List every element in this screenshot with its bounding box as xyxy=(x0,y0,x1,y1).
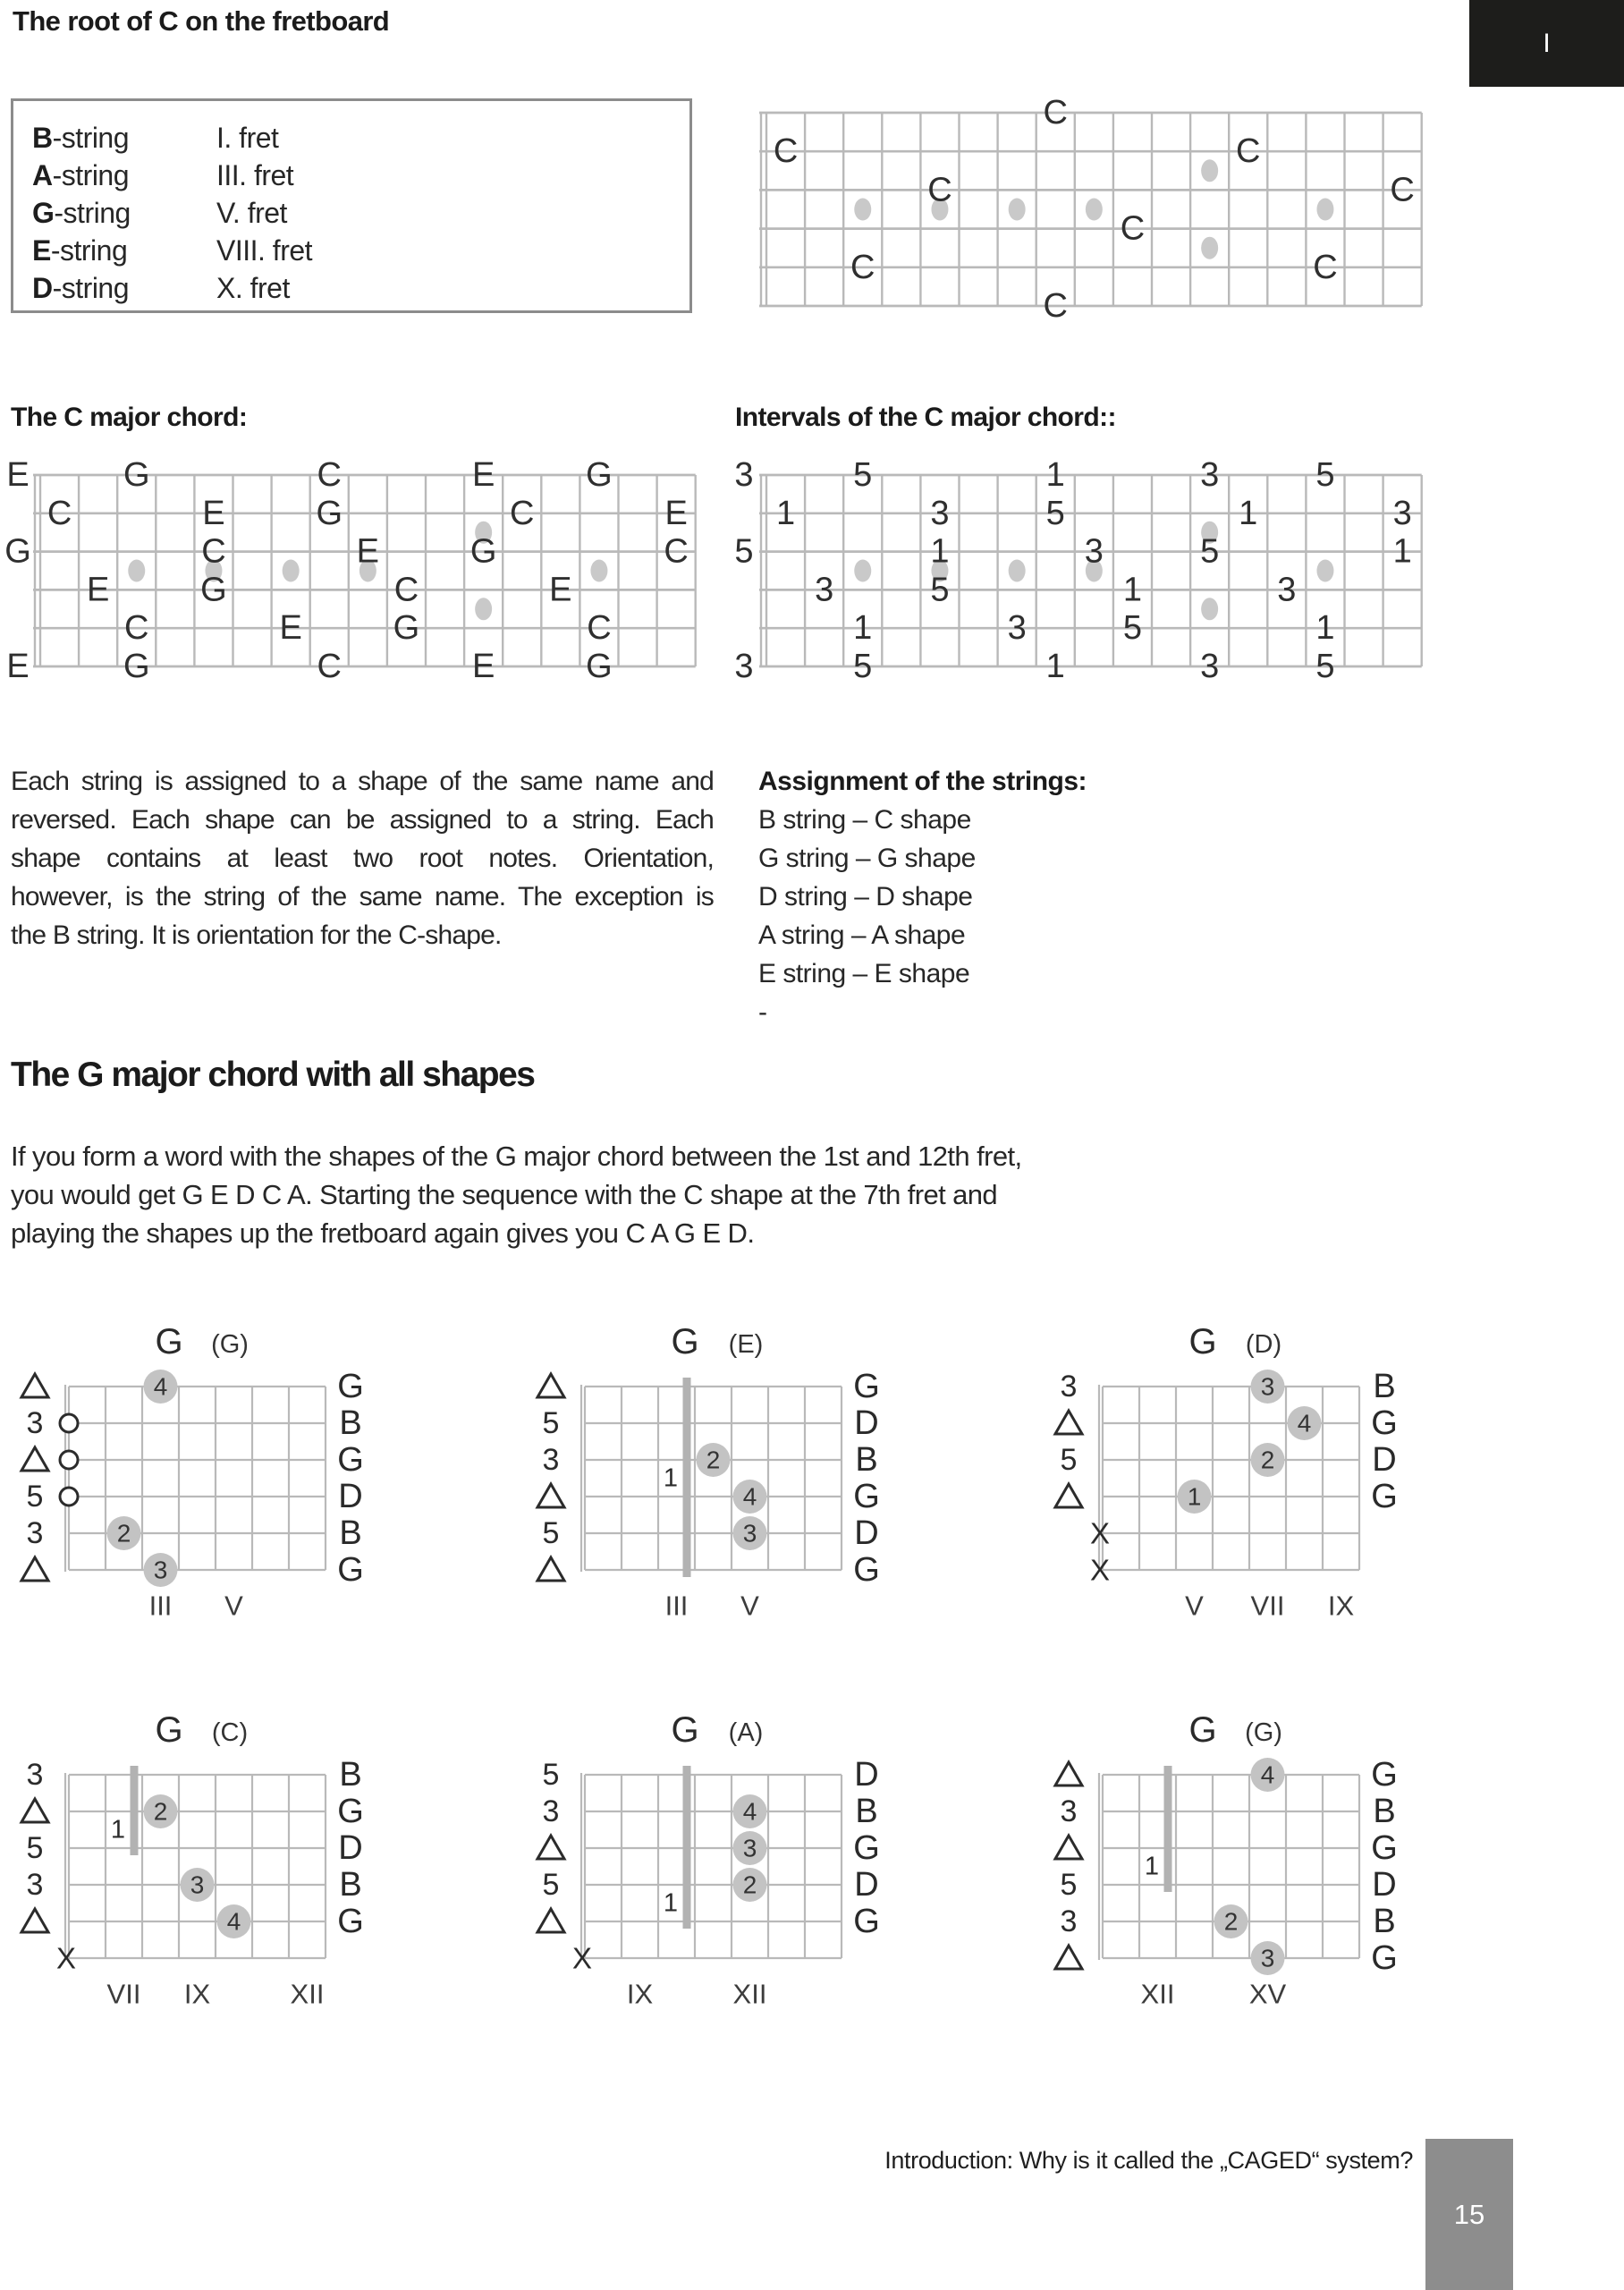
fret-marker-dot xyxy=(590,560,607,582)
assignment-title: Assignment of the strings: xyxy=(758,767,1087,796)
note-label: E xyxy=(664,494,688,532)
interval-label: 3 xyxy=(26,1868,44,1902)
barre-bar xyxy=(131,1766,139,1855)
interval-label: 3 xyxy=(26,1406,44,1440)
string-note-label: D xyxy=(1372,1866,1397,1904)
chord-diagram-g-over-a-shape xyxy=(537,1710,880,2010)
root-triangle-marker xyxy=(21,1799,48,1822)
note-label: C xyxy=(1043,287,1068,325)
interval-label: 5 xyxy=(26,1480,44,1514)
note-label: C xyxy=(1390,171,1415,209)
string-note-label: G xyxy=(853,1903,880,1940)
fret-roman: III. fret xyxy=(216,159,294,191)
string-note-label: D xyxy=(854,1756,879,1794)
root-triangle-marker xyxy=(537,1484,564,1507)
note-label: E xyxy=(471,648,495,685)
interval-label: 5 xyxy=(542,1406,560,1440)
note-label: C xyxy=(317,648,342,685)
barre-finger-label: 1 xyxy=(110,1815,126,1845)
chord-shape-label: (D) xyxy=(1245,1330,1282,1359)
finger-number: 4 xyxy=(153,1372,168,1401)
chord-shape-label: (G) xyxy=(1245,1718,1282,1747)
fret-number-label: IX xyxy=(626,1978,654,2010)
interval-label: 5 xyxy=(1060,1868,1078,1902)
root-triangle-marker xyxy=(21,1374,48,1397)
string-note-label: D xyxy=(338,1829,363,1867)
paragraph-line: the B string. It is orientation for the C-shape. xyxy=(11,920,502,950)
note-label: 3 xyxy=(1200,648,1220,685)
string-note-label: B xyxy=(1373,1903,1396,1940)
string-name: E-string xyxy=(32,234,128,267)
chord-name: G xyxy=(671,1710,699,1750)
note-label: 1 xyxy=(1122,571,1143,609)
interval-label: 3 xyxy=(1060,1370,1078,1404)
fret-marker-dot xyxy=(283,560,300,582)
string-note-label: B xyxy=(1373,1368,1396,1405)
finger-number: 3 xyxy=(742,1519,757,1548)
finger-number: 3 xyxy=(1260,1372,1275,1401)
note-label: C xyxy=(1313,248,1338,286)
chord-name: G xyxy=(155,1710,183,1750)
assignment-item: B string – C shape xyxy=(758,805,971,835)
note-label: 3 xyxy=(1200,456,1220,494)
string-note-label: G xyxy=(853,1551,880,1589)
fret-number-label: VII xyxy=(1250,1590,1285,1622)
root-triangle-marker xyxy=(21,1909,48,1932)
string-note-label: D xyxy=(854,1514,879,1552)
chord-shape-label: (C) xyxy=(211,1718,249,1747)
finger-number: 3 xyxy=(153,1556,168,1584)
interval-label: 5 xyxy=(26,1831,44,1865)
fret-marker-dot xyxy=(854,560,871,582)
muted-string-mark: X xyxy=(571,1941,593,1975)
note-label: E xyxy=(6,648,30,685)
chord-diagram-g-over-e-shape xyxy=(537,1322,880,1622)
fret-marker-dot xyxy=(1201,237,1218,259)
note-label: 1 xyxy=(930,532,950,571)
fret-marker-dot xyxy=(1201,159,1218,182)
page-title: The root of C on the fretboard xyxy=(13,5,390,37)
footer-caption: Introduction: Why is it called the „CAGED“ system? xyxy=(884,2147,1413,2174)
note-label: C xyxy=(124,609,149,648)
note-label: 5 xyxy=(1315,648,1335,685)
fret-marker-dot xyxy=(1086,199,1103,221)
note-label: C xyxy=(201,532,226,571)
finger-number: 2 xyxy=(1223,1907,1239,1936)
chord-diagram-g-over-c-shape xyxy=(21,1710,364,2010)
note-label: 5 xyxy=(1315,456,1335,494)
note-label: C xyxy=(850,248,875,286)
note-label: G xyxy=(469,532,497,571)
note-label: 1 xyxy=(1239,494,1258,532)
string-note-label: D xyxy=(854,1404,879,1442)
root-triangle-marker xyxy=(537,1836,564,1859)
fret-number-label: V xyxy=(224,1590,243,1622)
note-label: G xyxy=(316,494,343,532)
finger-number: 4 xyxy=(1297,1409,1312,1438)
root-triangle-marker xyxy=(1055,1484,1082,1507)
note-label: C xyxy=(664,532,689,571)
root-triangle-marker xyxy=(537,1374,564,1397)
chord-shape-label: (E) xyxy=(728,1330,764,1359)
chapter-tab-label: I xyxy=(1543,28,1551,58)
muted-string-mark: X xyxy=(1089,1516,1111,1550)
root-c-fretboard xyxy=(759,94,1422,325)
finger-number: 3 xyxy=(190,1870,205,1899)
note-label: 5 xyxy=(1045,494,1065,532)
note-label: C xyxy=(773,132,799,171)
note-label: 1 xyxy=(775,494,796,532)
string-note-label: B xyxy=(855,1793,878,1830)
note-label: 1 xyxy=(853,609,873,648)
note-label: E xyxy=(356,532,380,571)
string-note-label: G xyxy=(337,1903,364,1940)
finger-number: 2 xyxy=(706,1446,721,1474)
string-note-label: G xyxy=(853,1368,880,1405)
page-number: 15 xyxy=(1453,2198,1485,2230)
interval-label: 5 xyxy=(1060,1443,1078,1477)
interval-label: 5 xyxy=(542,1758,560,1792)
string-note-label: B xyxy=(339,1404,362,1442)
interval-label: 3 xyxy=(542,1794,560,1828)
fret-number-label: V xyxy=(740,1590,759,1622)
barre-bar xyxy=(1164,1766,1172,1892)
fret-number-label: III xyxy=(664,1590,689,1622)
note-label: 3 xyxy=(1007,609,1027,648)
paragraph-line: shape contains at least two root notes. Orientation, xyxy=(11,844,714,873)
note-label: C xyxy=(510,494,535,532)
fret-marker-dot xyxy=(1201,598,1218,620)
note-label: C xyxy=(1236,132,1261,171)
note-label: E xyxy=(549,571,572,609)
intervals-title: Intervals of the C major chord:: xyxy=(735,403,1116,432)
fret-number-label: IX xyxy=(1327,1590,1355,1622)
note-label: G xyxy=(123,648,150,685)
string-note-label: B xyxy=(339,1756,362,1794)
finger-number: 2 xyxy=(742,1870,757,1899)
string-note-label: D xyxy=(854,1866,879,1904)
barre-bar xyxy=(683,1766,691,1929)
fret-number-label: IX xyxy=(183,1978,211,2010)
fret-number-label: XII xyxy=(290,1978,325,2010)
paragraph-line: you would get G E D C A. Starting the sequence with the C shape at the 7th fret and xyxy=(11,1179,998,1210)
note-label: E xyxy=(279,609,302,648)
paragraph-line: reversed. Each shape can be assigned to a string. Each xyxy=(11,805,714,835)
note-label: 3 xyxy=(1277,571,1297,609)
fret-roman: I. fret xyxy=(216,122,279,154)
fret-marker-dot xyxy=(1009,199,1026,221)
string-note-label: B xyxy=(339,1866,362,1904)
string-note-label: G xyxy=(1371,1404,1398,1442)
note-label: E xyxy=(86,571,110,609)
chord-diagram-g-over-d-shape xyxy=(1055,1322,1398,1622)
string-note-label: G xyxy=(1371,1939,1398,1977)
finger-number: 4 xyxy=(742,1482,757,1511)
root-triangle-marker xyxy=(1055,1411,1082,1434)
finger-number: 4 xyxy=(1260,1760,1275,1789)
muted-string-mark: X xyxy=(1089,1553,1111,1587)
note-label: C xyxy=(47,494,72,532)
note-label: 1 xyxy=(1045,648,1065,685)
interval-label: 3 xyxy=(1060,1794,1078,1828)
paragraph-line: however, is the string of the same name. The exception is xyxy=(11,882,714,912)
root-triangle-marker xyxy=(1055,1946,1082,1969)
fret-roman: VIII. fret xyxy=(216,234,313,267)
note-label: 5 xyxy=(1200,532,1220,571)
barre-bar xyxy=(683,1378,691,1577)
note-label: G xyxy=(123,456,150,494)
interval-label: 3 xyxy=(1060,1904,1078,1938)
c-major-chord-title: The C major chord: xyxy=(11,403,248,432)
interval-label: 3 xyxy=(542,1443,560,1477)
note-label: C xyxy=(317,456,342,494)
chord-name: G xyxy=(1188,1322,1217,1361)
note-label: 5 xyxy=(853,456,873,494)
finger-number: 4 xyxy=(226,1907,241,1936)
chord-name: G xyxy=(671,1322,699,1361)
finger-number: 1 xyxy=(1187,1482,1202,1511)
string-note-label: B xyxy=(339,1514,362,1552)
intervals-fretboard xyxy=(734,456,1421,685)
string-note-label: D xyxy=(338,1478,363,1515)
note-label: E xyxy=(471,456,495,494)
note-label: C xyxy=(927,171,952,209)
chord-diagram-g-over-g-shape-12 xyxy=(1055,1710,1398,2010)
finger-number: 4 xyxy=(742,1797,757,1826)
note-label: 1 xyxy=(1392,532,1412,571)
paragraph-line: Each string is assigned to a shape of the same name and xyxy=(11,767,714,796)
assignment-item: D string – D shape xyxy=(758,882,973,912)
muted-string-mark: X xyxy=(55,1941,77,1975)
string-note-label: G xyxy=(1371,1829,1398,1867)
finger-number: 2 xyxy=(153,1797,168,1826)
string-note-label: D xyxy=(1372,1441,1397,1479)
string-name: G-string xyxy=(32,197,131,229)
fret-marker-dot xyxy=(854,199,871,221)
string-note-label: G xyxy=(1371,1756,1398,1794)
root-triangle-marker xyxy=(537,1909,564,1932)
fret-number-label: XII xyxy=(1140,1978,1175,2010)
note-label: G xyxy=(586,648,613,685)
fret-marker-dot xyxy=(128,560,145,582)
assignment-item: E string – E shape xyxy=(758,959,970,988)
barre-finger-label: 1 xyxy=(663,1463,679,1493)
root-triangle-marker xyxy=(1055,1836,1082,1859)
interval-label: 5 xyxy=(542,1868,560,1902)
string-note-label: G xyxy=(337,1551,364,1589)
root-triangle-marker xyxy=(21,1447,48,1471)
fret-number-label: XII xyxy=(732,1978,767,2010)
fret-marker-dot xyxy=(1316,199,1333,221)
note-label: 5 xyxy=(853,648,873,685)
assignment-item: - xyxy=(758,997,767,1027)
fret-number-label: V xyxy=(1185,1590,1204,1622)
note-label: G xyxy=(393,609,420,648)
note-label: G xyxy=(4,532,31,571)
g-major-section-heading: The G major chord with all shapes xyxy=(11,1056,535,1094)
string-note-label: G xyxy=(1371,1478,1398,1515)
note-label: 3 xyxy=(1392,494,1412,532)
interval-label: 3 xyxy=(26,1758,44,1792)
string-note-label: G xyxy=(337,1441,364,1479)
chord-shape-label: (G) xyxy=(211,1330,249,1359)
string-note-label: G xyxy=(337,1793,364,1830)
assignment-item: A string – A shape xyxy=(758,920,966,950)
note-label: G xyxy=(586,456,613,494)
open-string-mark xyxy=(60,1414,78,1432)
interval-label: 3 xyxy=(26,1516,44,1550)
fret-marker-dot xyxy=(1316,560,1333,582)
string-note-label: B xyxy=(855,1441,878,1479)
paragraph-line: If you form a word with the shapes of the G major chord between the 1st and 12th fret, xyxy=(11,1141,1022,1172)
note-label: 5 xyxy=(930,571,950,609)
note-label: E xyxy=(6,456,30,494)
note-label: 1 xyxy=(1315,609,1335,648)
root-triangle-marker xyxy=(21,1557,48,1581)
chord-name: G xyxy=(1188,1710,1217,1750)
open-string-mark xyxy=(60,1451,78,1469)
c-major-chord-fretboard xyxy=(4,456,695,685)
string-note-label: B xyxy=(1373,1793,1396,1830)
assignment-item: G string – G shape xyxy=(758,844,976,873)
fret-number-label: III xyxy=(148,1590,173,1622)
note-label: C xyxy=(1043,94,1068,131)
interval-label: 5 xyxy=(542,1516,560,1550)
note-label: C xyxy=(587,609,612,648)
note-label: C xyxy=(393,571,419,609)
chord-diagram-g-over-g-shape xyxy=(21,1322,364,1622)
chord-name: G xyxy=(155,1322,183,1361)
note-label: 3 xyxy=(734,648,754,685)
chord-shape-label: (A) xyxy=(728,1718,764,1747)
finger-number: 3 xyxy=(1260,1944,1275,1972)
string-name: D-string xyxy=(32,272,130,304)
barre-finger-label: 1 xyxy=(1144,1852,1160,1881)
string-name: A-string xyxy=(32,159,130,191)
note-label: 3 xyxy=(815,571,834,609)
note-label: E xyxy=(202,494,225,532)
root-triangle-marker xyxy=(1055,1762,1082,1785)
finger-number: 2 xyxy=(116,1519,131,1548)
paragraph-line: playing the shapes up the fretboard again gives you C A G E D. xyxy=(11,1217,755,1249)
note-label: 3 xyxy=(734,456,754,494)
fret-marker-dot xyxy=(1009,560,1026,582)
note-label: G xyxy=(200,571,227,609)
note-label: 3 xyxy=(930,494,950,532)
note-label: 3 xyxy=(1084,532,1104,571)
note-label: 5 xyxy=(1122,609,1143,648)
barre-finger-label: 1 xyxy=(663,1888,679,1918)
fret-marker-dot xyxy=(475,598,492,620)
open-string-mark xyxy=(60,1488,78,1505)
string-note-label: G xyxy=(337,1368,364,1405)
fret-number-label: XV xyxy=(1248,1978,1287,2010)
note-label: C xyxy=(1120,209,1146,248)
note-label: 1 xyxy=(1045,456,1065,494)
fret-number-label: VII xyxy=(106,1978,141,2010)
root-triangle-marker xyxy=(537,1557,564,1581)
finger-number: 3 xyxy=(742,1834,757,1862)
note-label: 5 xyxy=(734,532,754,571)
fret-roman: V. fret xyxy=(216,197,287,229)
string-note-label: G xyxy=(853,1478,880,1515)
string-note-label: G xyxy=(853,1829,880,1867)
string-name: B-string xyxy=(32,122,130,154)
finger-number: 2 xyxy=(1260,1446,1275,1474)
fret-roman: X. fret xyxy=(216,272,290,304)
